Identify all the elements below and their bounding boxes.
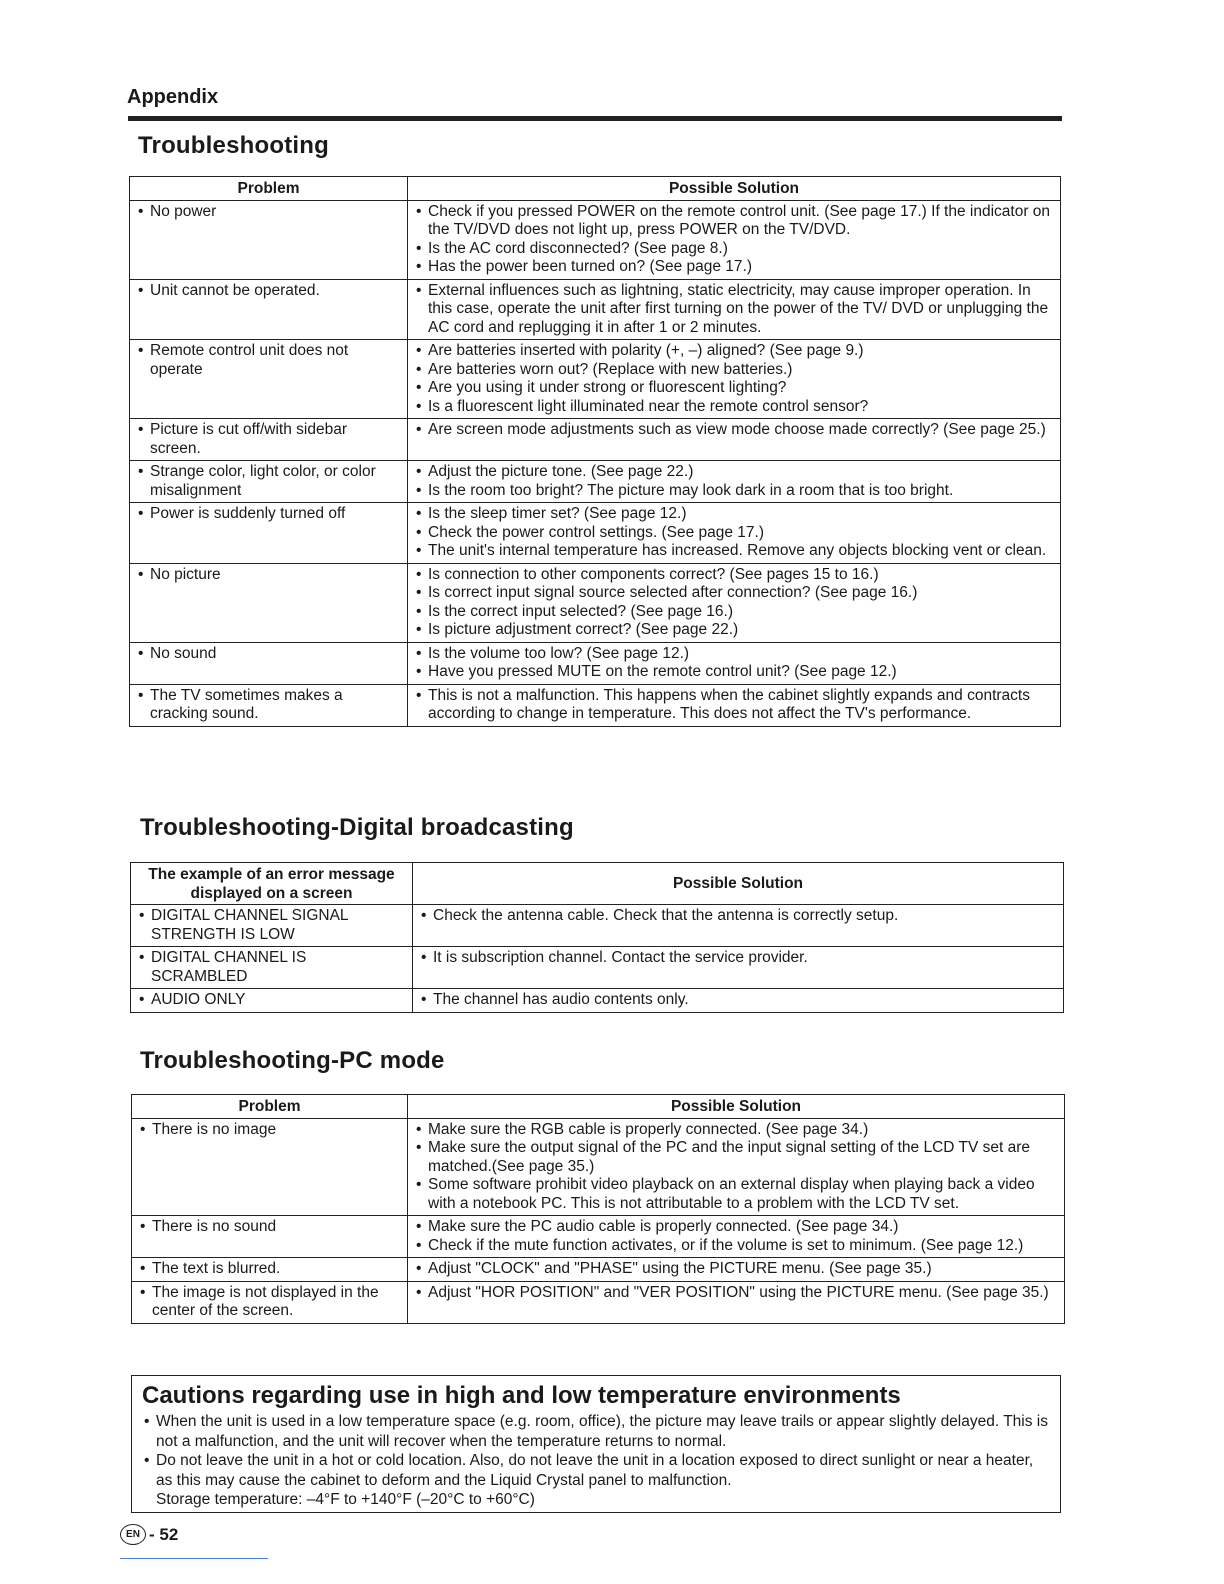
solution-item: • Make sure the RGB cable is properly connected. (See page 34.) <box>414 1121 1058 1140</box>
problem-cell <box>130 340 408 419</box>
solution-item: • Is the room too bright? The picture may look dark in a room that is too bright. <box>414 482 1054 501</box>
solution-item: • Is picture adjustment correct? (See page 22.) <box>414 621 1054 640</box>
solution-cell <box>408 279 1061 340</box>
pc-mode-heading: Troubleshooting-PC mode <box>140 1047 445 1074</box>
solution-cell <box>408 200 1061 279</box>
solution-item: • Have you pressed MUTE on the remote control unit? (See page 12.) <box>414 663 1054 682</box>
solution-item: • Is the volume too low? (See page 12.) <box>414 645 1054 664</box>
solution-item: • Adjust "HOR POSITION" and "VER POSITION" using the PICTURE menu. (See page 35.) <box>414 1284 1058 1303</box>
problem-cell <box>130 503 408 564</box>
solution-cell <box>408 461 1061 503</box>
problem-cell <box>132 1118 408 1216</box>
cautions-title: Cautions regarding use in high and low temperature environments <box>142 1382 901 1409</box>
solution-item: • Some software prohibit video playback on an external display when playing back a video with a notebook PC. This is not attributable to a problem with the LCD TV set. <box>414 1176 1058 1213</box>
problem-cell <box>130 279 408 340</box>
problem-text: • DIGITAL CHANNEL SIGNAL STRENGTH IS LOW <box>137 907 406 944</box>
solution-item: • It is subscription channel. Contact the service provider. <box>419 949 1057 968</box>
solution-cell <box>413 905 1064 947</box>
problem-cell <box>132 1281 408 1323</box>
troubleshooting-heading: Troubleshooting <box>138 132 329 159</box>
language-badge: EN <box>120 1524 146 1545</box>
digital-heading: Troubleshooting-Digital broadcasting <box>140 814 574 841</box>
solution-cell <box>408 1118 1065 1216</box>
solution-cell <box>408 1281 1065 1323</box>
table-row <box>130 419 1061 461</box>
digital-troubleshooting-table <box>130 862 1064 1013</box>
solution-cell <box>413 947 1064 989</box>
solution-item: • Make sure the output signal of the PC and the input signal setting of the LCD TV set are matched.(See page 35.) <box>414 1139 1058 1176</box>
solution-item: • Check if you pressed POWER on the remote control unit. (See page 17.) If the indicator on the TV/DVD does not light up, press POWER on the TV/DVD. <box>414 203 1054 240</box>
table-row <box>132 1216 1065 1258</box>
column-header-solution: Possible Solution <box>408 1095 1065 1119</box>
problem-cell <box>130 419 408 461</box>
solution-item: • Check the antenna cable. Check that the antenna is correctly setup. <box>419 907 1057 926</box>
column-header-solution: Possible Solution <box>413 863 1064 905</box>
solution-item: • The unit's internal temperature has increased. Remove any objects blocking vent or clean. <box>414 542 1054 561</box>
caution-item <box>142 1451 1050 1510</box>
cautions-box <box>131 1375 1061 1513</box>
troubleshooting-table <box>129 176 1061 727</box>
column-header-solution: Possible Solution <box>408 177 1061 201</box>
solution-cell <box>408 503 1061 564</box>
problem-cell <box>130 642 408 684</box>
problem-cell <box>132 1258 408 1282</box>
solution-item: • Is the correct input selected? (See page 16.) <box>414 603 1054 622</box>
storage-temperature: Storage temperature: –4°F to +140°F (–20°C to +60°C) <box>156 1491 535 1508</box>
caution-item-text: Do not leave the unit in a hot or cold location. Also, do not leave the unit in a location exposed to direct sunlight or near a heater, as this may cause the cabinet to deform and the Liquid Crystal panel to malfunction. <box>156 1452 1034 1489</box>
caution-item: • When the unit is used in a low temperature space (e.g. room, office), the picture may leave trails or appear slightly delayed. This is not a malfunction, and the unit will recover when the temperature returns to normal. <box>142 1412 1050 1451</box>
solution-item: • This is not a malfunction. This happens when the cabinet slightly expands and contracts according to change in temperature. This does not affect the TV's performance. <box>414 687 1054 724</box>
problem-cell <box>130 200 408 279</box>
solution-item: • Adjust the picture tone. (See page 22.) <box>414 463 1054 482</box>
header-rule <box>128 116 1062 121</box>
pc-mode-troubleshooting-table <box>131 1094 1065 1324</box>
solution-item: • Is a fluorescent light illuminated near the remote control sensor? <box>414 398 1054 417</box>
solution-item: • Check the power control settings. (See page 17.) <box>414 524 1054 543</box>
solution-cell <box>413 989 1064 1013</box>
problem-text: • No sound <box>136 645 401 664</box>
solution-item: • The channel has audio contents only. <box>419 991 1057 1010</box>
problem-text: • There is no sound <box>138 1218 401 1237</box>
solution-cell <box>408 340 1061 419</box>
problem-cell <box>130 461 408 503</box>
problem-text: • DIGITAL CHANNEL IS SCRAMBLED <box>137 949 406 986</box>
solution-item: • Are screen mode adjustments such as view mode choose made correctly? (See page 25.) <box>414 421 1054 440</box>
table-row <box>130 503 1061 564</box>
solution-item: • Is the sleep timer set? (See page 12.) <box>414 505 1054 524</box>
problem-text: • Picture is cut off/with sidebar screen. <box>136 421 401 458</box>
column-header-error-message: The example of an error message displayed on a screen <box>131 863 413 905</box>
table-row <box>131 947 1064 989</box>
solution-cell <box>408 684 1061 726</box>
solution-item: • Has the power been turned on? (See page 17.) <box>414 258 1054 277</box>
table-row <box>130 461 1061 503</box>
table-row <box>130 684 1061 726</box>
solution-item: • Are batteries worn out? (Replace with new batteries.) <box>414 361 1054 380</box>
solution-item: • External influences such as lightning, static electricity, may cause improper operation. In this case, operate the unit after first turning on the power of the TV/ DVD or unplugging the AC cord and replugging it in after 1 or 2 minutes. <box>414 282 1054 338</box>
problem-text: • Power is suddenly turned off <box>136 505 401 524</box>
solution-cell <box>408 563 1061 642</box>
table-row <box>131 905 1064 947</box>
problem-cell <box>130 684 408 726</box>
problem-cell <box>131 989 413 1013</box>
table-row <box>130 200 1061 279</box>
page-footer <box>120 1524 178 1545</box>
problem-text: • The text is blurred. <box>138 1260 401 1279</box>
table-row <box>132 1118 1065 1216</box>
solution-cell <box>408 419 1061 461</box>
problem-text: • AUDIO ONLY <box>137 991 406 1010</box>
problem-cell <box>130 563 408 642</box>
problem-cell <box>132 1216 408 1258</box>
solution-cell <box>408 1216 1065 1258</box>
problem-text: • Remote control unit does not operate <box>136 342 401 379</box>
table-row <box>131 989 1064 1013</box>
section-label: Appendix <box>127 86 219 108</box>
solution-item: • Is the AC cord disconnected? (See page 8.) <box>414 240 1054 259</box>
problem-text: • The TV sometimes makes a cracking sound. <box>136 687 401 724</box>
solution-item: • Are batteries inserted with polarity (+, –) aligned? (See page 9.) <box>414 342 1054 361</box>
column-header-problem: Problem <box>130 177 408 201</box>
problem-text: • The image is not displayed in the center of the screen. <box>138 1284 401 1321</box>
problem-text: • No picture <box>136 566 401 585</box>
problem-text: • Strange color, light color, or color misalignment <box>136 463 401 500</box>
problem-cell <box>131 947 413 989</box>
problem-text: • No power <box>136 203 401 222</box>
solution-item: • Are you using it under strong or fluorescent lighting? <box>414 379 1054 398</box>
problem-cell <box>131 905 413 947</box>
table-row <box>130 279 1061 340</box>
table-row <box>132 1281 1065 1323</box>
table-row <box>132 1258 1065 1282</box>
table-row <box>130 563 1061 642</box>
solution-cell <box>408 1258 1065 1282</box>
solution-item: • Is correct input signal source selected after connection? (See page 16.) <box>414 584 1054 603</box>
problem-text: • Unit cannot be operated. <box>136 282 401 301</box>
page-number: - 52 <box>149 1524 179 1544</box>
solution-cell <box>408 642 1061 684</box>
solution-item: • Make sure the PC audio cable is properly connected. (See page 34.) <box>414 1218 1058 1237</box>
footer-rule <box>120 1558 268 1559</box>
solution-item: • Is connection to other components correct? (See pages 15 to 16.) <box>414 566 1054 585</box>
problem-text: • There is no image <box>138 1121 401 1140</box>
solution-item: • Adjust "CLOCK" and "PHASE" using the PICTURE menu. (See page 35.) <box>414 1260 1058 1279</box>
column-header-problem: Problem <box>132 1095 408 1119</box>
table-row <box>130 642 1061 684</box>
solution-item: • Check if the mute function activates, or if the volume is set to minimum. (See page 12.) <box>414 1237 1058 1256</box>
table-row <box>130 340 1061 419</box>
